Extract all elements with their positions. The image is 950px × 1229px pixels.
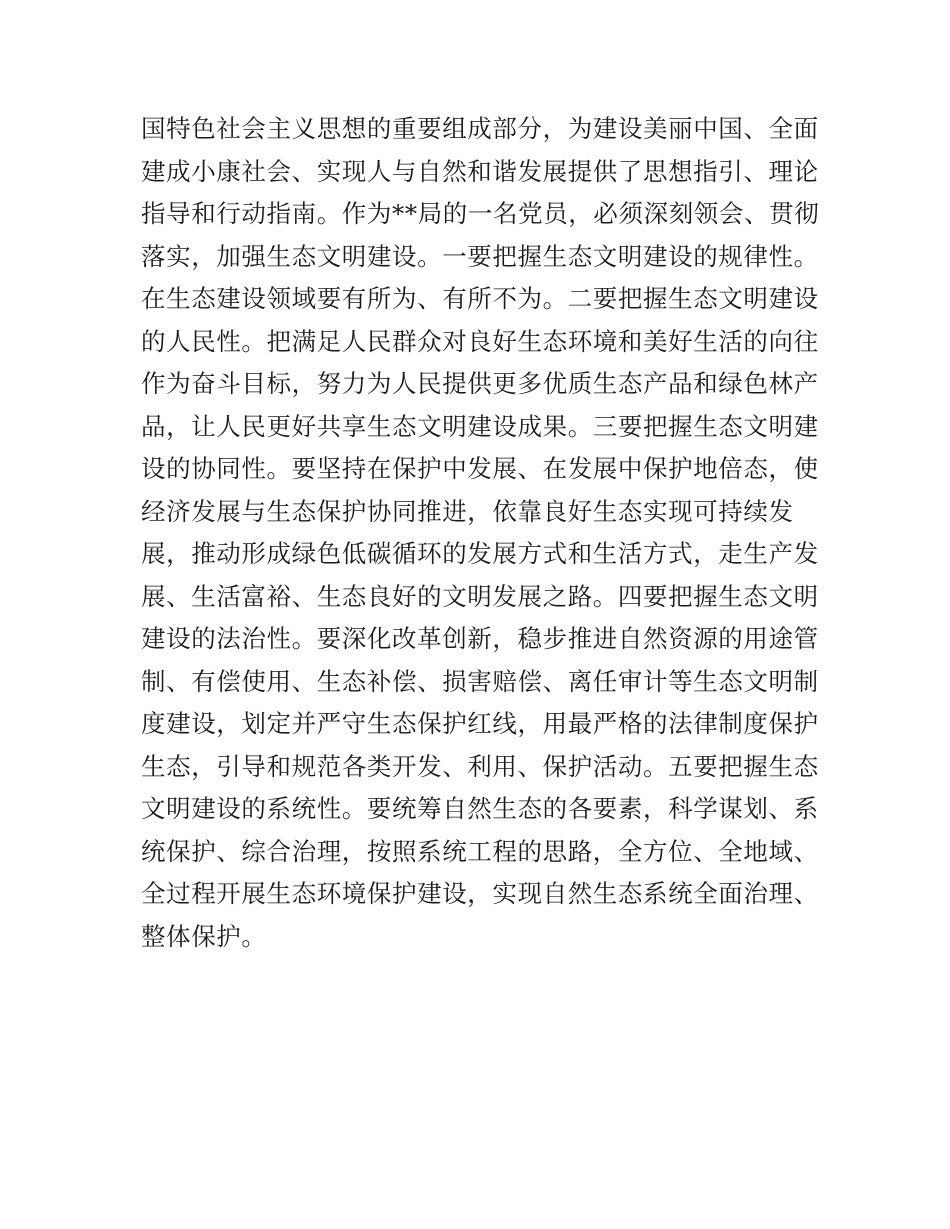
text-line: 文明建设的系统性。要统筹自然生态的各要素，科学谋划、系 (141, 794, 819, 823)
text-line: 作为奋斗目标，努力为人民提供更多优质生态产品和绿色林产 (141, 369, 819, 398)
text-line: 指导和行动指南。作为**局的一名党员，必须深刻领会、贯彻 (141, 199, 820, 228)
text-line: 落实，加强生态文明建设。一要把握生态文明建设的规律性。 (141, 241, 819, 271)
body-paragraph (141, 108, 821, 958)
text-line: 国特色社会主义思想的重要组成部分，为建设美丽中国、全面 (141, 114, 819, 143)
text-line: 设的协同性。要坚持在保护中发展、在发展中保护地倍态，使 (141, 454, 819, 483)
text-line: 展，推动形成绿色低碳循环的发展方式和生活方式，走生产发 (141, 539, 819, 568)
text-line: 经济发展与生态保护协同推进，依靠良好生态实现可持续发 (141, 496, 794, 526)
text-line: 全过程开展生态环境保护建设，实现自然生态系统全面治理、 (141, 879, 819, 908)
text-line: 统保护、综合治理，按照系统工程的思路，全方位、全地域、 (141, 836, 819, 866)
text-line: 建设的法治性。要深化改革创新，稳步推进自然资源的用途管 (141, 624, 819, 653)
text-line: 建成小康社会、实现人与自然和谐发展提供了思想指引、理论 (141, 156, 819, 186)
text-line: 度建设，划定并严守生态保护红线，用最严格的法律制度保护 (141, 709, 819, 738)
text-line: 的人民性。把满足人民群众对良好生态环境和美好生活的向往 (141, 326, 819, 356)
text-line: 在生态建设领域要有所为、有所不为。二要把握生态文明建设 (141, 284, 819, 313)
text-line: 整体保护。 (141, 921, 267, 951)
text-line: 制、有偿使用、生态补偿、损害赔偿、离任审计等生态文明制 (141, 666, 819, 696)
text-line: 品，让人民更好共享生态文明建设成果。三要把握生态文明建 (141, 411, 819, 441)
text-line: 展、生活富裕、生态良好的文明发展之路。四要把握生态文明 (141, 581, 819, 611)
text-line: 生态，引导和规范各类开发、利用、保护活动。五要把握生态 (141, 751, 819, 781)
